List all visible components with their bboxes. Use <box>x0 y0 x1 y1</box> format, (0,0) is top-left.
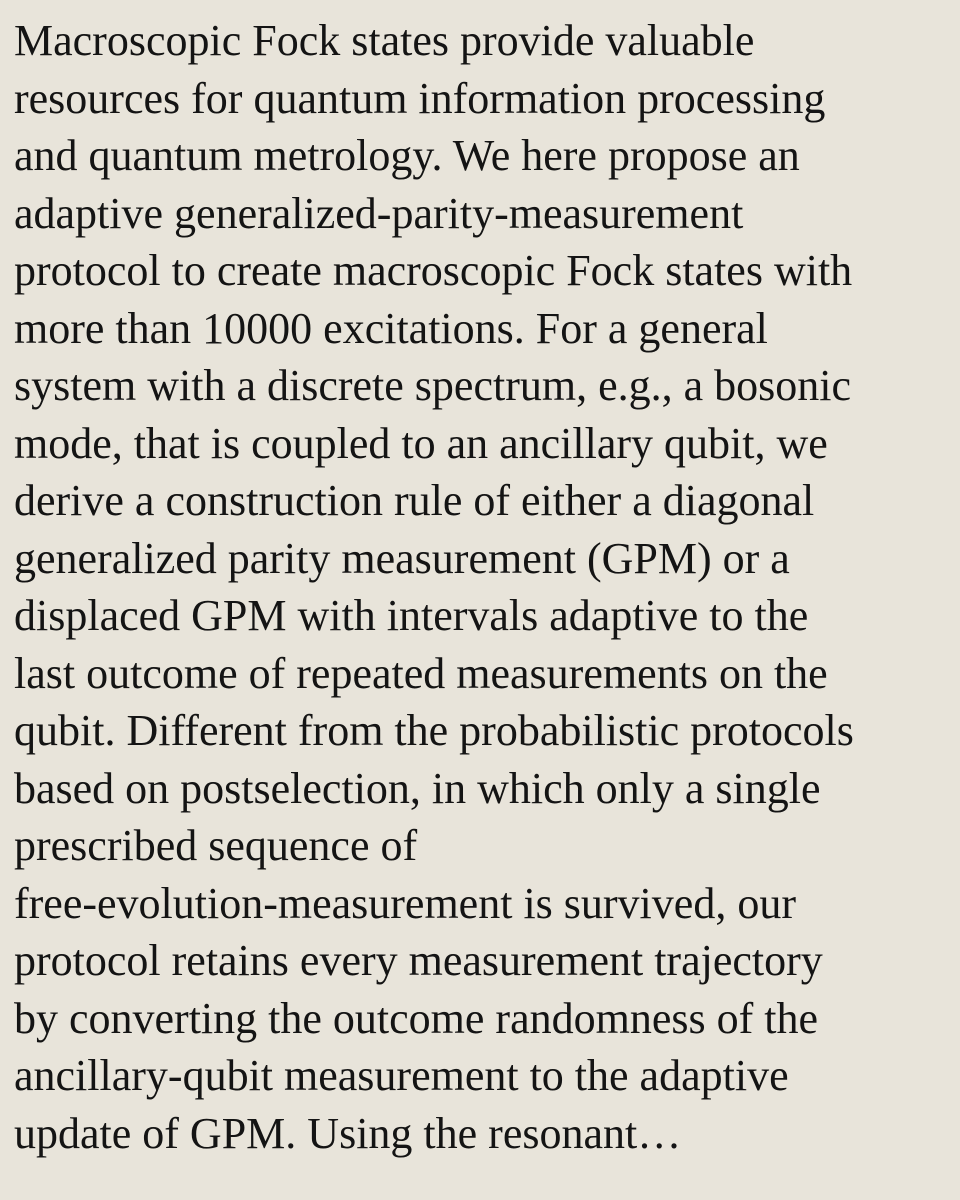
abstract-line: ancillary-qubit measurement to the adaptive <box>14 1051 789 1100</box>
abstract-line: prescribed sequence of <box>14 821 418 870</box>
abstract-line: protocol retains every measurement trajectory <box>14 936 823 985</box>
abstract-line: generalized parity measurement (GPM) or a <box>14 533 790 583</box>
abstract-line: displaced GPM with intervals adaptive to the <box>14 591 809 640</box>
abstract-line: adaptive generalized-parity-measurement <box>14 188 744 238</box>
abstract-line: more than 10000 excitations. For a general <box>14 303 768 353</box>
abstract-line: qubit. Different from the probabilistic protocols <box>14 706 854 755</box>
abstract-line: last outcome of repeated measurements on the <box>14 648 828 698</box>
abstract-line: derive a construction rule of either a diagonal <box>14 476 815 525</box>
abstract-line: based on postselection, in which only a single <box>14 763 821 813</box>
abstract-text <box>14 12 950 1162</box>
abstract-line: Macroscopic Fock states provide valuable <box>14 16 755 65</box>
abstract-line: and quantum metrology. We here propose an <box>14 131 800 180</box>
abstract-line: update of GPM. Using the resonant… <box>14 1108 682 1158</box>
abstract-line: by converting the outcome randomness of the <box>14 993 819 1043</box>
abstract-line: mode, that is coupled to an ancillary qubit, we <box>14 418 828 468</box>
abstract-line: free-evolution-measurement is survived, our <box>14 878 796 928</box>
abstract-line: protocol to create macroscopic Fock states with <box>14 246 853 295</box>
abstract-line: resources for quantum information processing <box>14 73 826 123</box>
abstract-line: system with a discrete spectrum, e.g., a bosonic <box>14 361 852 410</box>
